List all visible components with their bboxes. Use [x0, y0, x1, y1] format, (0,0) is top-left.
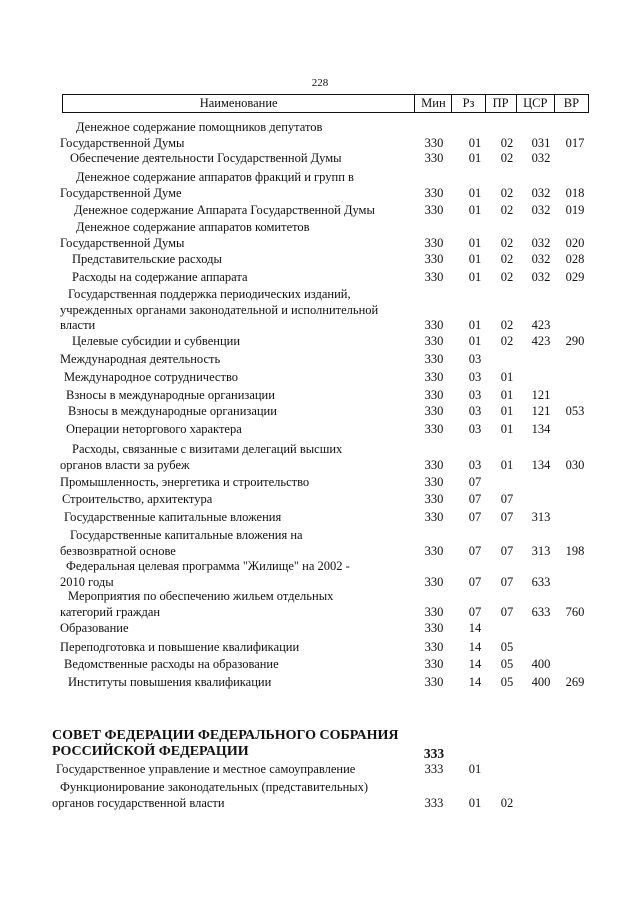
cell-csr: 423	[531, 334, 551, 348]
header-pr: ПР	[485, 95, 516, 113]
cell-min: 330	[424, 574, 444, 589]
cell-min: 330	[424, 422, 444, 436]
cell-rz: 03	[468, 352, 482, 366]
cell-vr: 028	[565, 252, 585, 266]
cell-pr: 01	[500, 388, 514, 402]
cell-rz: 01	[468, 135, 482, 150]
header-csr: ЦСР	[516, 95, 554, 113]
row-name-line: Федеральная целевая программа "Жилище" на 2002 -	[66, 559, 350, 573]
header-rz: Рз	[452, 95, 485, 113]
cell-csr: 313	[531, 510, 551, 524]
cell-csr: 134	[531, 457, 551, 472]
row-name-line: Взносы в международные организации	[68, 404, 277, 418]
row-name-line: Государственная поддержка периодических изданий,	[68, 287, 351, 301]
cell-rz: 14	[468, 621, 482, 635]
cell-csr: 032	[531, 270, 551, 284]
cell-min: 330	[424, 604, 444, 619]
row-name-line: Государственные капитальные вложения	[64, 510, 282, 524]
row-name-line: Образование	[60, 621, 129, 635]
cell-csr: 032	[531, 252, 551, 266]
row-name-line: Государственные капитальные вложения на	[70, 528, 303, 542]
cell-pr: 07	[500, 492, 514, 506]
cell-rz: 07	[468, 475, 482, 489]
cell-vr: 269	[565, 675, 585, 689]
cell-vr: 030	[565, 457, 585, 472]
cell-pr: 02	[500, 135, 514, 150]
cell-pr: 07	[500, 574, 514, 589]
cell-min: 330	[424, 151, 444, 165]
cell-csr: 032	[531, 185, 551, 200]
cell-min: 330	[424, 318, 444, 332]
cell-pr: 02	[500, 185, 514, 200]
cell-rz: 03	[468, 388, 482, 402]
cell-csr: 121	[531, 404, 551, 418]
cell-rz: 07	[468, 604, 482, 619]
cell-rz: 07	[468, 543, 482, 558]
row-name-line: Операции неторгового характера	[66, 422, 242, 436]
row-name-line: Мероприятия по обеспечению жильем отдельных	[68, 589, 334, 603]
cell-pr: 02	[500, 235, 514, 250]
cell-vr: 290	[565, 334, 585, 348]
cell-csr: 032	[531, 235, 551, 250]
cell-pr: 07	[500, 604, 514, 619]
row-name-line: Переподготовка и повышение квалификации	[60, 640, 300, 654]
cell-min: 330	[424, 352, 444, 366]
cell-csr: 031	[531, 135, 551, 150]
row-name-line: безвозвратной основе	[60, 543, 176, 558]
cell-pr: 05	[500, 640, 514, 654]
cell-min: 330	[424, 203, 444, 217]
row-name-line: Институты повышения квалификации	[68, 675, 272, 689]
cell-pr: 01	[500, 457, 514, 472]
cell-vr: 053	[565, 404, 585, 418]
cell-csr: 313	[531, 543, 551, 558]
header-name: Наименование	[63, 95, 415, 113]
cell-min: 330	[424, 135, 444, 150]
cell-min: 330	[424, 185, 444, 200]
header-min: Мин	[415, 95, 452, 113]
row-name-line: Государственной Думе	[60, 185, 182, 200]
cell-pr: 02	[500, 252, 514, 266]
page-number: 228	[311, 77, 329, 89]
cell-min: 330	[424, 370, 444, 384]
cell-pr: 05	[500, 675, 514, 689]
cell-csr: 423	[531, 318, 551, 332]
cell-vr: 760	[565, 604, 585, 619]
cell-min: 330	[424, 492, 444, 506]
cell-min: 330	[424, 457, 444, 472]
cell-pr: 02	[500, 151, 514, 165]
row-name-line: Денежное содержание аппаратов комитетов	[76, 220, 310, 234]
table-header	[62, 94, 589, 113]
cell-min: 330	[424, 657, 444, 671]
cell-rz: 07	[468, 492, 482, 506]
row-name-line: Расходы на содержание аппарата	[72, 270, 248, 284]
row-name-line: Ведомственные расходы на образование	[64, 657, 279, 671]
cell-csr: 134	[531, 422, 551, 436]
cell-vr: 029	[565, 270, 585, 284]
row-name-line: власти	[60, 318, 96, 332]
row-name-line: Обеспечение деятельности Государственной Думы	[70, 151, 342, 165]
row-name-line: Государственной Думы	[60, 135, 185, 150]
row-name-line: 2010 годы	[60, 574, 114, 589]
cell-csr: 032	[531, 203, 551, 217]
cell-min: 330	[424, 404, 444, 418]
cell-min: 330	[424, 640, 444, 654]
row-name-line: Расходы, связанные с визитами делегаций высших	[72, 442, 343, 456]
cell-csr: 633	[531, 574, 551, 589]
cell-rz: 01	[468, 235, 482, 250]
row-name-line: РОССИЙСКОЙ ФЕДЕРАЦИИ	[52, 744, 249, 759]
cell-rz: 03	[468, 457, 482, 472]
row-name-line: Строительство, архитектура	[62, 492, 213, 506]
row-name-line: Денежное содержание аппаратов фракций и групп в	[76, 170, 354, 184]
cell-vr: 020	[565, 235, 585, 250]
row-name-line: Государственное управление и местное самоуправление	[56, 762, 356, 776]
cell-pr: 07	[500, 510, 514, 524]
cell-rz: 03	[468, 370, 482, 384]
row-name-line: Промышленность, энергетика и строительство	[60, 475, 310, 489]
cell-rz: 03	[468, 422, 482, 436]
row-name-line: органов власти за рубеж	[60, 457, 190, 472]
cell-rz: 01	[468, 185, 482, 200]
cell-rz: 03	[468, 404, 482, 418]
cell-vr: 198	[565, 543, 585, 558]
row-name-line: Государственной Думы	[60, 235, 185, 250]
cell-pr: 07	[500, 543, 514, 558]
cell-rz: 01	[468, 318, 482, 332]
cell-csr: 032	[531, 151, 551, 165]
cell-min: 330	[424, 675, 444, 689]
cell-pr: 01	[500, 370, 514, 384]
cell-min: 330	[424, 270, 444, 284]
cell-pr: 02	[500, 318, 514, 332]
cell-min: 330	[424, 621, 444, 635]
cell-csr: 400	[531, 675, 551, 689]
row-name-line: Денежное содержание помощников депутатов	[76, 120, 323, 134]
cell-pr: 01	[500, 422, 514, 436]
cell-rz: 01	[468, 252, 482, 266]
header-vr: ВР	[554, 95, 588, 113]
cell-rz: 14	[468, 640, 482, 654]
row-name-line: СОВЕТ ФЕДЕРАЦИИ ФЕДЕРАЛЬНОГО СОБРАНИЯ	[52, 728, 399, 743]
cell-rz: 14	[468, 675, 482, 689]
row-name-line: Международное сотрудничество	[64, 370, 239, 384]
row-name-line: Денежное содержание Аппарата Государственной Думы	[74, 203, 375, 217]
row-name-line: Взносы в международные организации	[66, 388, 275, 402]
cell-rz: 01	[468, 203, 482, 217]
cell-min: 330	[424, 543, 444, 558]
cell-min: 330	[424, 388, 444, 402]
cell-rz: 01	[468, 334, 482, 348]
cell-min: 330	[424, 334, 444, 348]
cell-vr: 017	[565, 135, 585, 150]
cell-min: 333	[424, 762, 444, 776]
cell-rz: 01	[468, 270, 482, 284]
cell-pr: 05	[500, 657, 514, 671]
cell-pr: 01	[500, 404, 514, 418]
cell-rz: 01	[468, 151, 482, 165]
cell-pr: 02	[500, 795, 514, 810]
cell-vr: 018	[565, 185, 585, 200]
row-name-line: учрежденных органами законодательной и исполнительной	[60, 302, 379, 317]
cell-rz: 01	[468, 795, 482, 810]
cell-rz: 14	[468, 657, 482, 671]
cell-min: 333	[424, 795, 444, 810]
row-name-line: Международная деятельность	[60, 352, 221, 366]
cell-rz: 07	[468, 574, 482, 589]
cell-vr: 019	[565, 203, 585, 217]
cell-min: 330	[424, 235, 444, 250]
cell-min: 333	[423, 746, 445, 761]
row-name-line: категорий граждан	[60, 604, 161, 619]
row-name-line: Представительские расходы	[72, 252, 222, 266]
cell-pr: 02	[500, 270, 514, 284]
cell-csr: 121	[531, 388, 551, 402]
row-name-line: Целевые субсидии и субвенции	[72, 334, 241, 348]
cell-rz: 07	[468, 510, 482, 524]
cell-pr: 02	[500, 334, 514, 348]
row-name-line: Функционирование законодательных (представительных)	[60, 780, 369, 794]
cell-rz: 01	[468, 762, 482, 776]
cell-pr: 02	[500, 203, 514, 217]
row-name-line: органов государственной власти	[52, 795, 225, 810]
cell-min: 330	[424, 252, 444, 266]
cell-min: 330	[424, 475, 444, 489]
cell-csr: 633	[531, 604, 551, 619]
cell-min: 330	[424, 510, 444, 524]
cell-csr: 400	[531, 657, 551, 671]
